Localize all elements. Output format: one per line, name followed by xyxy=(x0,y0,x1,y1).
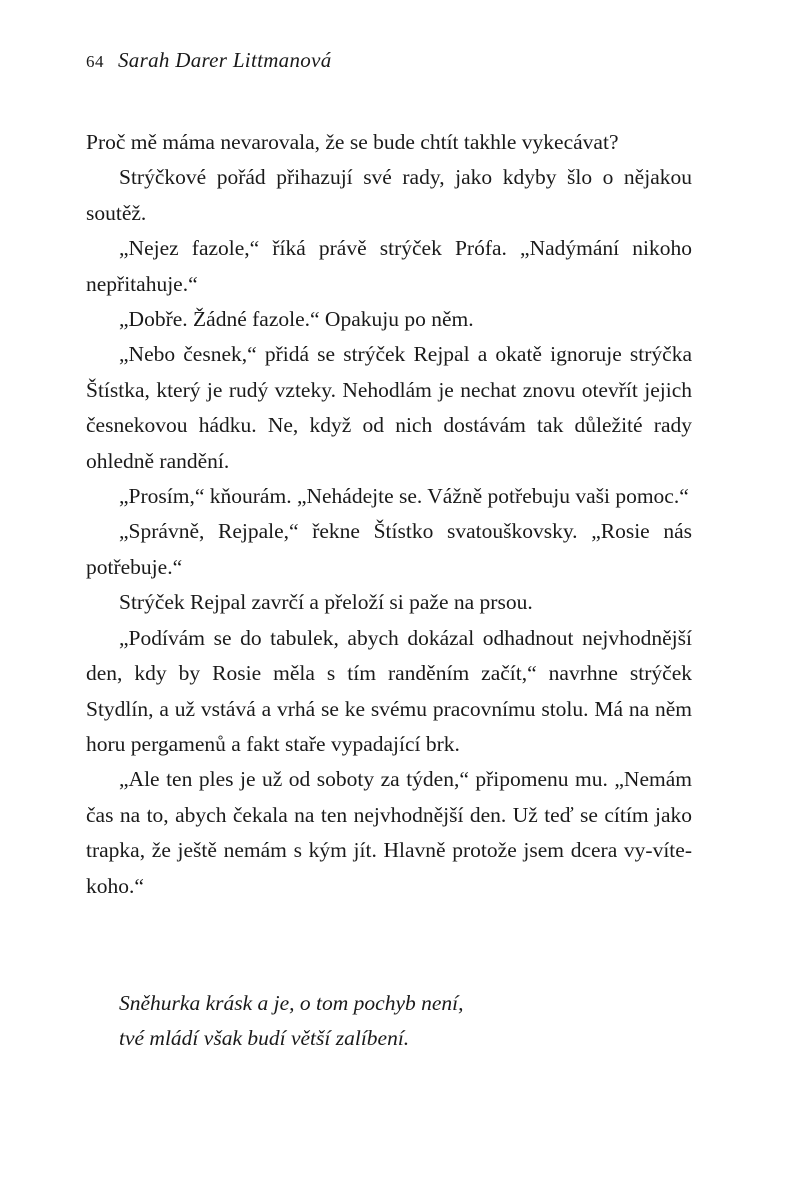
paragraph: „Prosím,“ kňourám. „Nehádejte se. Vážně potřebuju vaši pomoc.“ xyxy=(119,484,689,509)
verse-line: tvé mládí však budí větší zalíbení. xyxy=(119,1026,410,1051)
paragraph: Proč mě máma nevarovala, že se bude chtít takhle vykecávat? xyxy=(86,130,619,154)
paragraph: Strýček Rejpal zavrčí a přeloží si paže na prsou. xyxy=(119,590,533,615)
page-number: 64 xyxy=(86,52,104,71)
verse-line: Sněhurka krásk a je, o tom pochyb není, xyxy=(119,991,464,1015)
paragraph: „Nebo česnek,“ přidá se strýček Rejpal a okatě ignoruje strýčka Štístka, který je rudý vzteky. Nehodlám je nechat znovu otevřít jejich česnekovou hádku. Ne, když od nich dostávám tak důležité rady ohledně randění. xyxy=(86,342,692,473)
paragraph: „Dobře. Žádné fazole.“ Opakuju po něm. xyxy=(119,307,474,332)
paragraph: „Správně, Rejpale,“ řekne Štístko svatouškovsky. „Rosie nás potřebuje.“ xyxy=(86,519,692,579)
paragraph: „Ale ten ples je už od soboty za týden,“ připomenu mu. „Nemám čas na to, abych čekala na ten nejvhodnější den. Už teď se cítím jako trapka, že ještě nemám s kým jít. Hlavně protože jsem dcera vy-víte-koho.“ xyxy=(86,767,692,898)
running-header xyxy=(86,48,332,76)
paragraph: „Nejez fazole,“ říká právě strýček Prófa. „Nadýmání nikoho nepřitahuje.“ xyxy=(86,236,692,296)
running-title: Sarah Darer Littmanová xyxy=(118,48,332,72)
paragraph: Strýčkové pořád přihazují své rady, jako kdyby šlo o nějakou soutěž. xyxy=(86,165,692,225)
paragraph: „Podívám se do tabulek, abych dokázal odhadnout nejvhodnější den, kdy by Rosie měla s tím randěním začít,“ navrhne strýček Stydlín, a už vstává a vrhá se ke svému pracovnímu stolu. Má na něm horu pergamenů a fakt staře vypadající brk. xyxy=(86,625,692,756)
verse xyxy=(119,986,679,1057)
body-text xyxy=(86,125,692,904)
